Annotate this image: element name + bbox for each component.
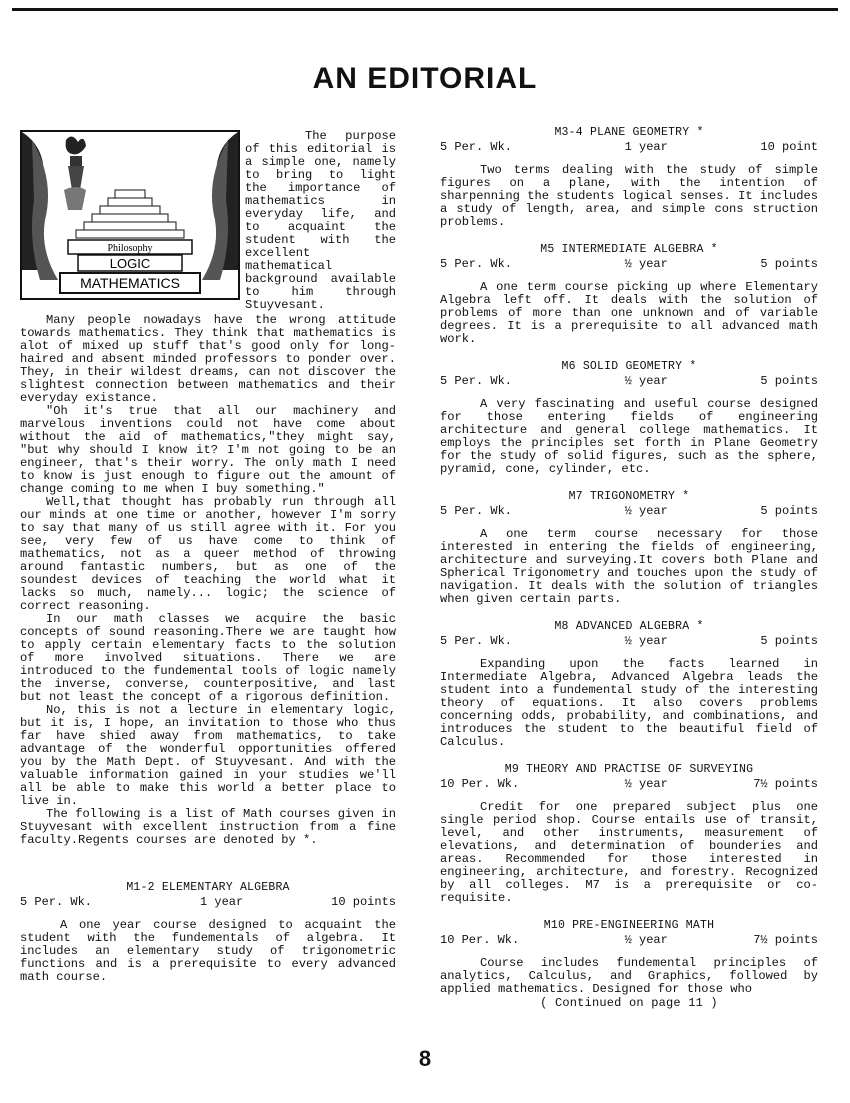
editorial-paragraph-3: "Oh it's true that all our machinery and marvelous inventions could not have come about without the aid of mathematics,"they might say, "but why should I know it? I'm not going to be an engineer, that's their worry. The only math I need to know is just enough to figure out the amount of change coming to me when I buy something."	[20, 404, 396, 496]
course-info	[440, 257, 818, 271]
course-info	[440, 933, 818, 947]
course-periods: 5 Per. Wk.	[20, 895, 93, 909]
course-points: 7½ points	[753, 933, 818, 947]
course-periods: 5 Per. Wk.	[440, 257, 513, 271]
course-description: A one term course necessary for those interested in entering the fields of engineering, architecture and surveying.It covers both Plane and Spherical Trigonometry and touches upon the study of navigation. It deals with the solution of triangles when given certain parts.	[440, 527, 818, 606]
logo-mathematics-text: MATHEMATICS	[80, 275, 180, 291]
course-m1-2	[20, 881, 396, 984]
course-duration: ½ year	[624, 933, 668, 947]
course-m9	[440, 763, 818, 905]
course-m5	[440, 243, 818, 346]
course-info	[440, 777, 818, 791]
course-points: 5 points	[760, 374, 818, 388]
page-title: AN EDITORIAL	[312, 62, 538, 95]
course-title: M6 SOLID GEOMETRY *	[561, 360, 697, 373]
course-periods: 5 Per. Wk.	[440, 374, 513, 388]
editorial-paragraph-6: No, this is not a lecture in elementary logic, but it is, I hope, an invitation to those who thus far have shied away from mathematics, to take advantage of the wonderful opportunities offered you by the Math Dept. of Stuyvesant. And with the valuable information gained in your studies we'll all be able to make this world a better place to live in.	[20, 703, 396, 808]
course-m10	[440, 919, 818, 1010]
course-periods: 10 Per. Wk.	[440, 777, 520, 791]
course-m6	[440, 360, 818, 476]
page-number: 8	[418, 1046, 432, 1071]
course-periods: 10 Per. Wk.	[440, 933, 520, 947]
editorial-paragraph-5: In our math classes we acquire the basic concepts of sound reasoning.There we are taught how to apply certain elementary facts to the solution of more involved situations. There we are introduced to the fundemental tools of logic namely the inverse, converse, counterpositive, and last but not least the concept of a rigorous definition.	[20, 612, 396, 704]
editorial-paragraph-1: The purpose of this editorial is a simple one, namely to bring to light the importance of mathematics in everyday life, and to acquaint the student with the excellent mathematical background available to him through Stuyvesant.	[245, 129, 396, 312]
logic-mathematics-illustration	[20, 130, 240, 300]
course-info	[440, 504, 818, 518]
course-points: 10 points	[331, 895, 396, 909]
course-m3-4	[440, 126, 818, 229]
course-points: 5 points	[760, 504, 818, 518]
left-column	[20, 130, 396, 984]
logo-logic-text: LOGIC	[109, 256, 151, 271]
course-title: M1-2 ELEMENTARY ALGEBRA	[126, 881, 290, 894]
continued-note: ( Continued on page 11 )	[540, 996, 718, 1010]
course-description: A very fascinating and useful course designed for those entering fields of engineering architecture and general college mathematics. It employs the principles set forth in Plane Geometry for the study of solid figures, such as the sphere, pyramid, cone, cylinder, etc.	[440, 397, 818, 476]
course-description: Course includes fundemental principles of analytics, Calculus, and Graphics, followed by applied mathematics. Designed for those who	[440, 956, 818, 996]
course-points: 10 point	[760, 140, 818, 154]
course-m7	[440, 490, 818, 606]
course-points: 5 points	[760, 257, 818, 271]
course-title: M3-4 PLANE GEOMETRY *	[554, 126, 704, 139]
course-title: M5 INTERMEDIATE ALGEBRA *	[540, 243, 718, 256]
course-points: 7½ points	[753, 777, 818, 791]
course-title: M7 TRIGONOMETRY *	[568, 490, 690, 503]
course-description: Expanding upon the facts learned in Intermediate Algebra, Advanced Algebra leads the student into a fundemental study of the interesting theory of equations. It also covers problems concerning odds, probability, and combinations, and introduces the student to the beautiful field of Calculus.	[440, 657, 818, 749]
course-description: A one year course designed to acquaint the student with the fundementals of algebra. It includes an elementary study of trigonometric functions and is a prerequisite to every advanced math course.	[20, 918, 396, 984]
course-duration: ½ year	[624, 777, 668, 791]
course-duration: ½ year	[624, 504, 668, 518]
course-m8	[440, 620, 818, 749]
course-periods: 5 Per. Wk.	[440, 634, 513, 648]
course-points: 5 points	[760, 634, 818, 648]
course-title: M8 ADVANCED ALGEBRA *	[554, 620, 704, 633]
course-description: Two terms dealing with the study of simple figures on a plane, with the intention of sharpenning the students logical senses. It includes a study of length, area, and simple cons struction problems.	[440, 163, 818, 229]
course-periods: 5 Per. Wk.	[440, 504, 513, 518]
logo-philosophy-text: Philosophy	[107, 243, 153, 254]
course-title: M9 THEORY AND PRACTISE OF SURVEYING	[504, 763, 754, 776]
course-description: A one term course picking up where Elementary Algebra left off. It deals with the solution of problems of more than one unknown and of variable degrees. It is a prerequisite to all advanced math work.	[440, 280, 818, 346]
top-rule	[12, 8, 838, 11]
right-column	[440, 126, 818, 1010]
course-description: Credit for one prepared subject plus one single period shop. Course entails use of transit, level, and other instruments, measurement of elevations, and determination of bounderies and areas. Recommended for those interested in engineering, architecture, and forestry. Recognized by all colleges. M7 is a prerequisite or co-requisite.	[440, 800, 818, 905]
course-title: M10 PRE-ENGINEERING MATH	[543, 919, 715, 932]
course-info	[20, 895, 396, 909]
course-duration: 1 year	[624, 140, 668, 154]
editorial-paragraph-2: Many people nowadays have the wrong attitude towards mathematics. They think that mathematics is alot of mixed up stuff that's good only for long-haired and absent minded professors to ponder over. They, in their wildest dreams, can not discover the slightest connection between mathematics and their everyday existance.	[20, 313, 396, 405]
course-duration: ½ year	[624, 257, 668, 271]
course-duration: ½ year	[624, 374, 668, 388]
course-info	[440, 374, 818, 388]
course-duration: 1 year	[199, 895, 244, 909]
course-periods: 5 Per. Wk.	[440, 140, 513, 154]
course-duration: ½ year	[624, 634, 668, 648]
course-info	[440, 140, 818, 154]
editorial-paragraph-4: Well,that thought has probably run through all our minds at one time or another, however I'm sorry to say that many of us still agree with it. For you see, very few of us have come to think of mathematics, not as a queer method of throwing around fantastic numbers, but as one of the soundest devices of teaching the world what it lacks so much, namely... logic; the science of correct reasoning.	[20, 495, 396, 613]
course-info	[440, 634, 818, 648]
editorial-paragraph-7: The following is a list of Math courses given in Stuyvesant with excellent instruction from a fine faculty.Regents courses are denoted by *.	[20, 807, 396, 847]
